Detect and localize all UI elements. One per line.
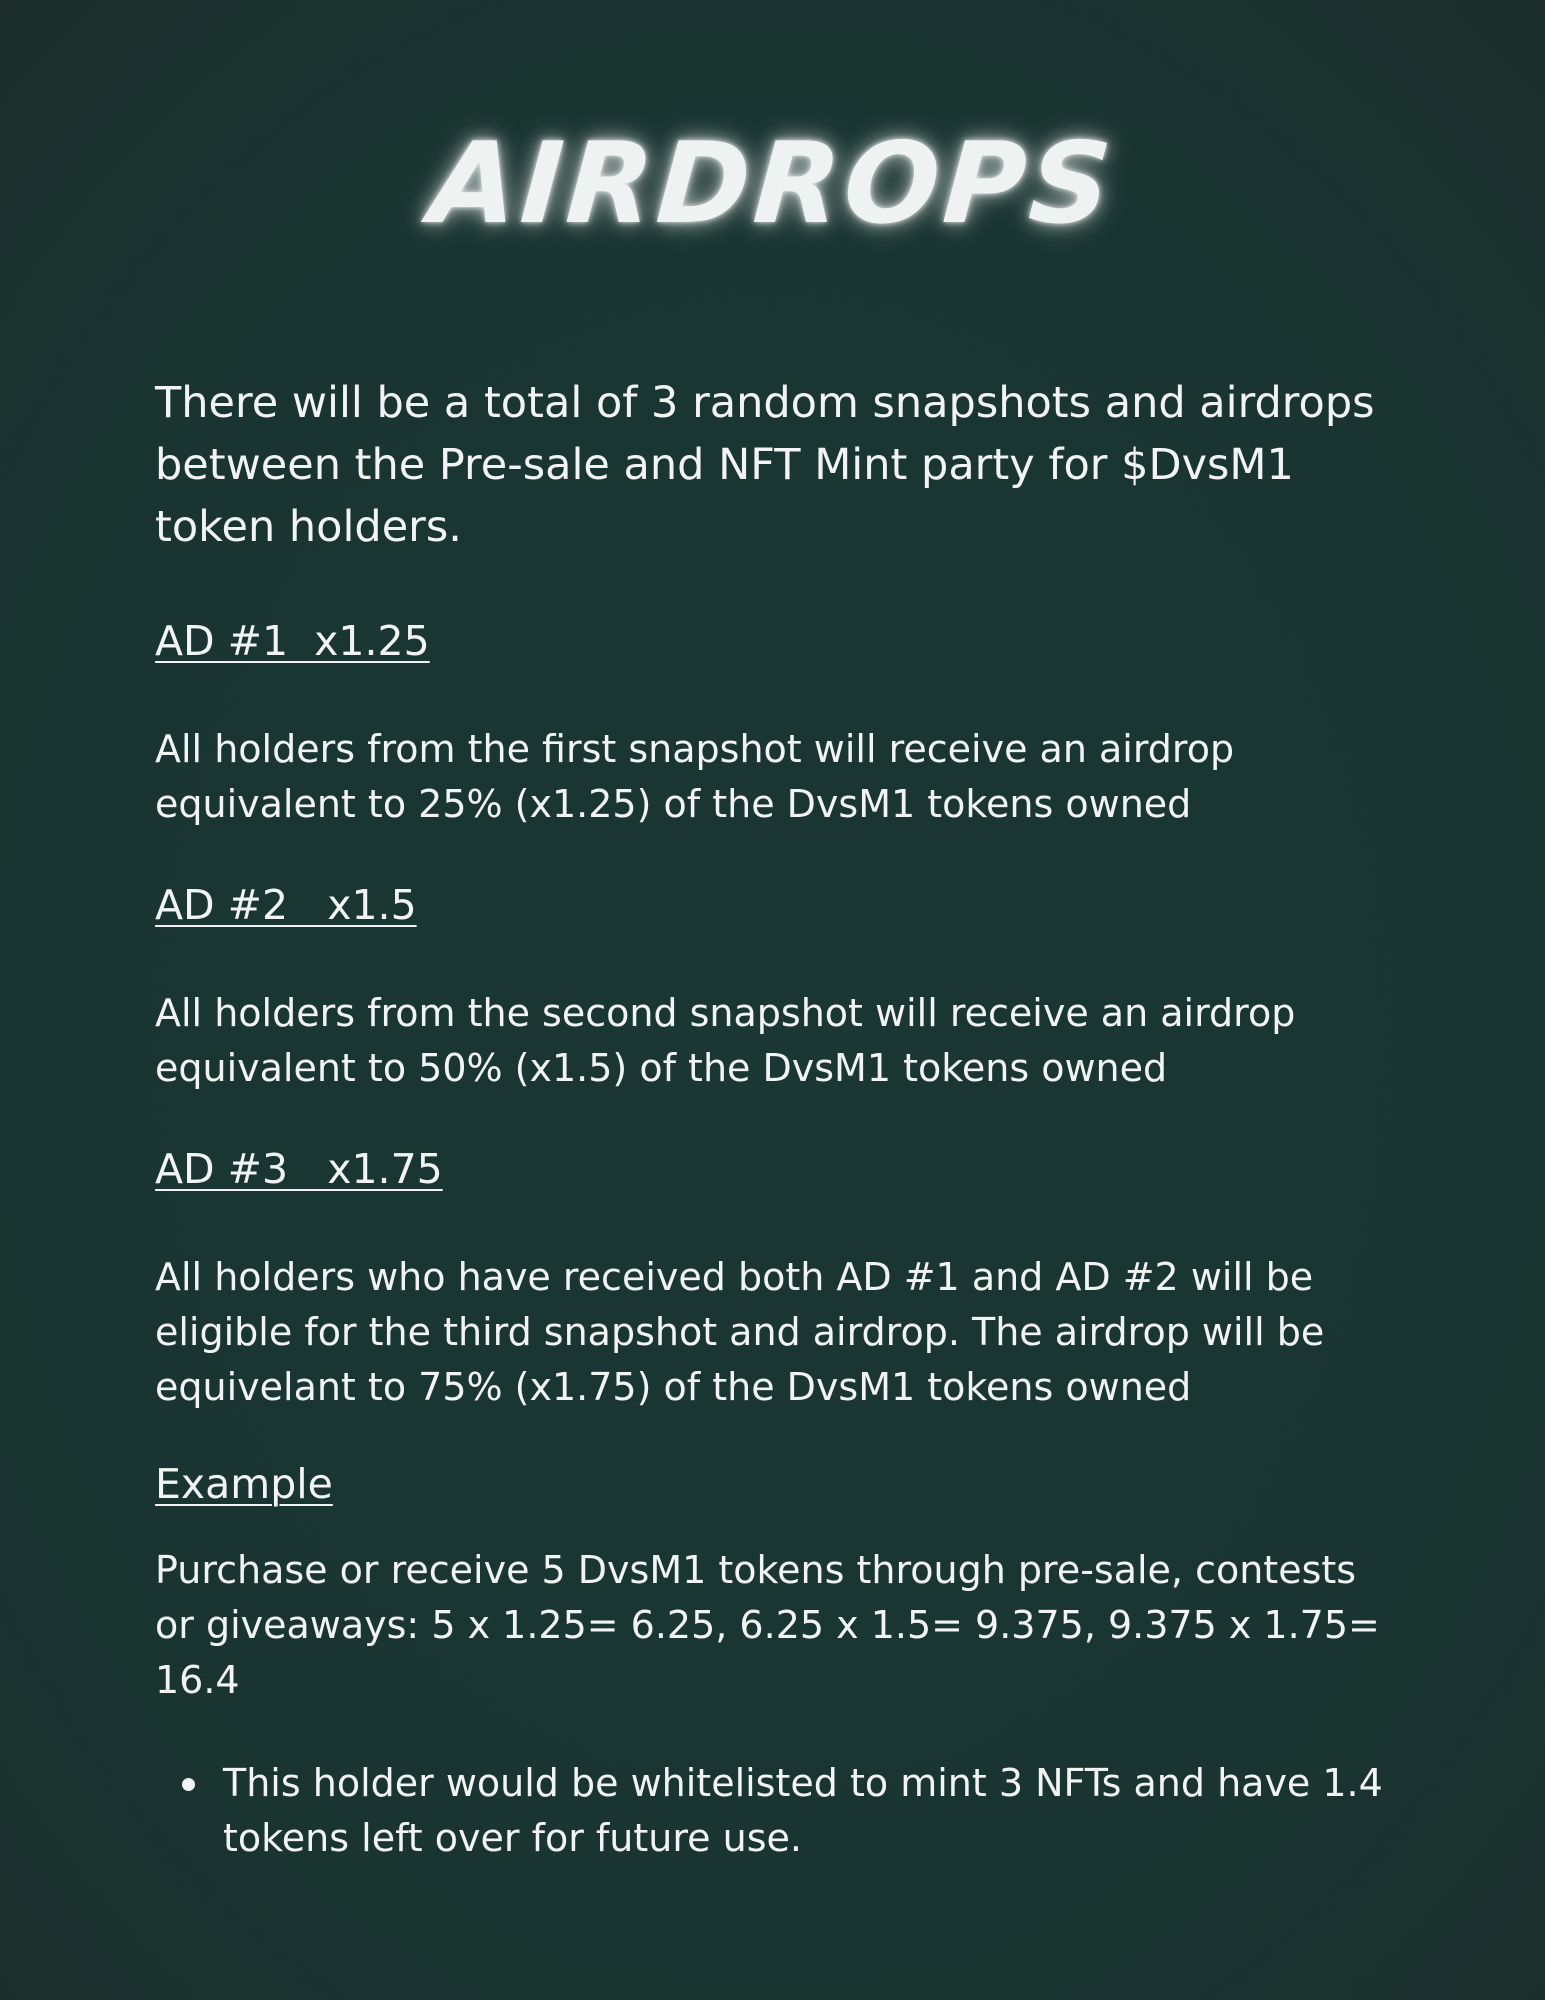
- bullet-dot-icon: [182, 1778, 195, 1791]
- page-title: AIRDROPS: [426, 119, 1119, 249]
- example-heading: Example: [155, 1460, 333, 1508]
- ad3-description: All holders who have received both AD #1 and AD #2 will be eligible for the third snapshot and airdrop. The airdrop will be equivelant to 75% (x1.75) of the DvsM1 tokens owned: [155, 1255, 1325, 1409]
- ad2-heading: AD #2 x1.5: [155, 881, 417, 929]
- content: [155, 372, 1405, 1866]
- ad1-description: All holders from the first snapshot will receive an airdrop equivalent to 25% (x1.25) of the DvsM1 tokens owned: [155, 727, 1235, 826]
- example-description: Purchase or receive 5 DvsM1 tokens through pre-sale, contests or giveaways: 5 x 1.25= 6.25, 6.25 x 1.5= 9.375, 9.375 x 1.75= 16.4: [155, 1548, 1380, 1702]
- ad1-heading: AD #1 x1.25: [155, 617, 430, 665]
- bullet-text: This holder would be whitelisted to mint 3 NFTs and have 1.4 tokens left over for future use.: [223, 1761, 1383, 1860]
- example-bullet-list: [155, 1756, 1405, 1866]
- intro-paragraph: There will be a total of 3 random snapshots and airdrops between the Pre-sale and NFT Mint party for $DvsM1 token holders.: [155, 378, 1375, 552]
- ad3-heading: AD #3 x1.75: [155, 1145, 443, 1193]
- list-item: [155, 1756, 1405, 1866]
- ad2-description: All holders from the second snapshot will receive an airdrop equivalent to 50% (x1.5) of the DvsM1 tokens owned: [155, 991, 1296, 1090]
